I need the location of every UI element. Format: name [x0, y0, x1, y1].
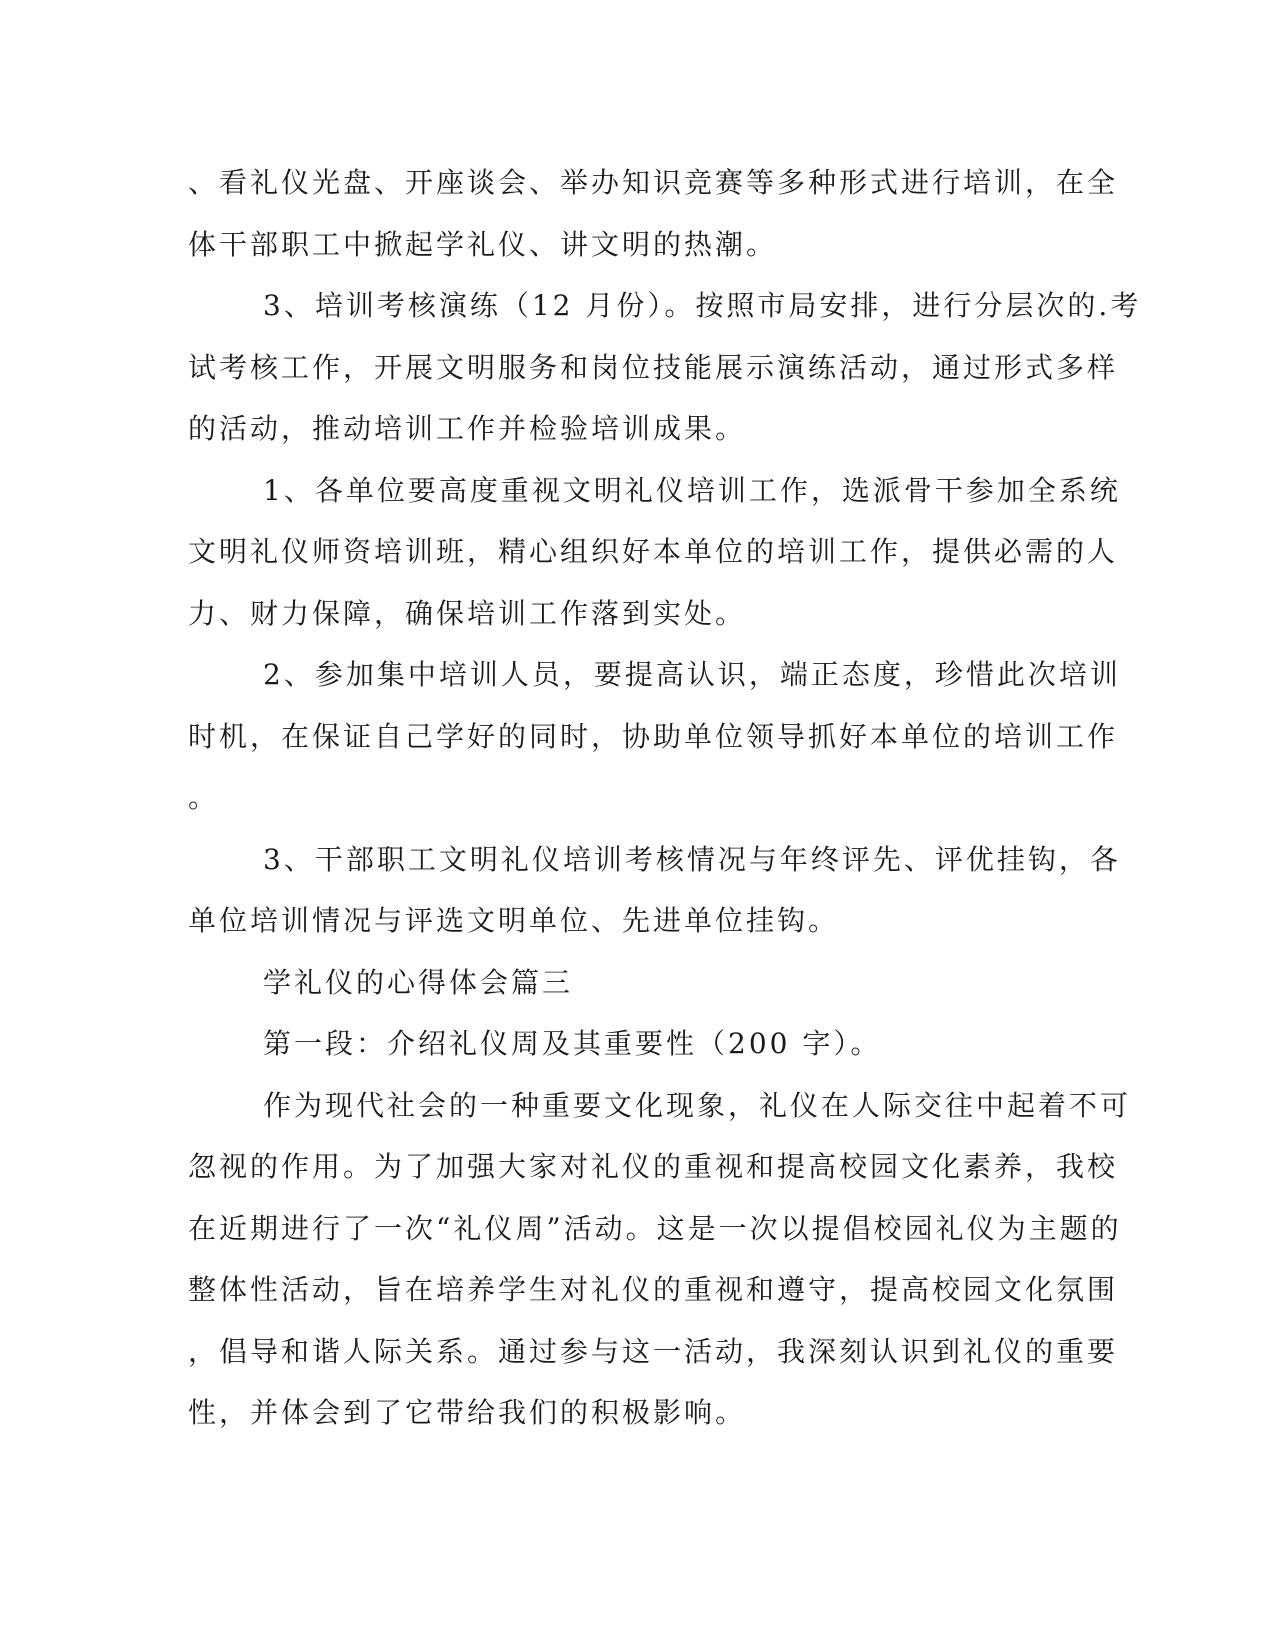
text-line: 作为现代社会的一种重要文化现象，礼仪在人际交往中起着不可	[263, 1088, 1132, 1122]
text-line: 。	[188, 781, 220, 814]
text-line: 忽视的作用。为了加强大家对礼仪的重视和提高校园文化素养，我校	[188, 1150, 1119, 1183]
text-line: 时机，在保证自己学好的同时，协助单位领导抓好本单位的培训工作	[188, 719, 1119, 753]
text-line: 3、干部职工文明礼仪培训考核情况与年终评先、评优挂钩，各	[263, 842, 1121, 876]
text-line: 1、各单位要高度重视文明礼仪培训工作，选派骨干参加全系统	[263, 473, 1121, 507]
text-line: 在近期进行了一次“礼仪周”活动。这是一次以提倡校园礼仪为主题的	[188, 1211, 1122, 1245]
text-line: 2、参加集中培训人员，要提高认识，端正态度，珍惜此次培训	[263, 658, 1121, 691]
text-line: 力、财力保障，确保培训工作落到实处。	[188, 596, 747, 630]
text-line: 试考核工作，开展文明服务和岗位技能展示演练活动，通过形式多样	[188, 350, 1119, 384]
text-line: 单位培训情况与评选文明单位、先进单位挂钩。	[188, 904, 840, 937]
text-line: 整体性活动，旨在培养学生对礼仪的重视和遵守，提高校园文化氛围	[188, 1273, 1119, 1306]
text-line: ，倡导和谐人际关系。通过参与这一活动，我深刻认识到礼仪的重要	[188, 1334, 1119, 1368]
text-line: 体干部职工中掀起学礼仪、讲文明的热潮。	[188, 227, 778, 261]
text-line: 第一段：介绍礼仪周及其重要性（200 字）。	[263, 1027, 882, 1060]
text-line: 的活动，推动培训工作并检验培训成果。	[188, 412, 747, 445]
document-body	[188, 152, 1142, 1444]
text-line: 3、培训考核演练（12 月份）。按照市局安排，进行分层次的.考	[263, 289, 1142, 322]
text-line: 文明礼仪师资培训班，精心组织好本单位的培训工作，提供必需的人	[188, 535, 1119, 568]
section-heading: 学礼仪的心得体会篇三	[263, 965, 574, 999]
text-line: 、看礼仪光盘、开座谈会、举办知识竞赛等多种形式进行培训，在全	[188, 166, 1119, 199]
text-line: 性，并体会到了它带给我们的积极影响。	[188, 1396, 747, 1429]
